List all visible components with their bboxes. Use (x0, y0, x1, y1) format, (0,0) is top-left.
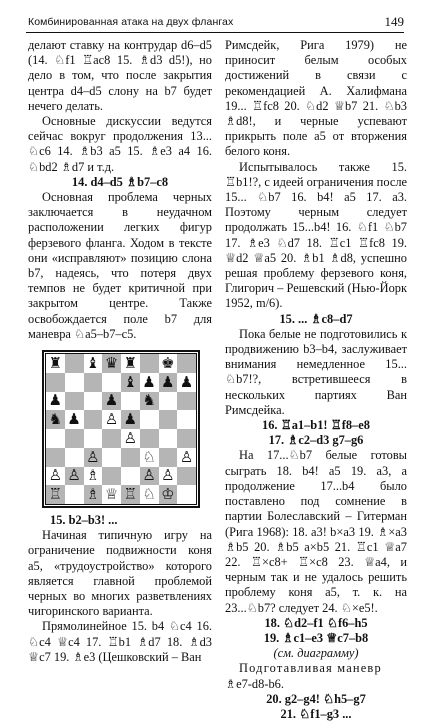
board-square (102, 485, 121, 504)
board-square (65, 392, 84, 411)
board-square (140, 429, 159, 448)
paragraph: делают ставку на контрудар d6–d5 (14. ♘f1 ♖ac8 15. ♗d3 d5!), но дело в том, что после закрытия центра d4–d5 слону на b7 будет нечего делать. (28, 38, 212, 113)
board-square (46, 354, 65, 373)
board-square (159, 392, 178, 411)
black-bishop-icon: ♝ (86, 353, 100, 372)
board-square (140, 467, 159, 486)
paragraph: Римсдейк, Рига 1979) не приносит белым особых достижений в связи с рекомендацией А. Халифмана 19... ♖fc8 20. ♘d2 ♕b7 21. ♘b3 ♗d8!, и черные успевают прикрыть поле a5 от вторжения белого коня. (225, 38, 407, 159)
board-square (65, 410, 84, 429)
board-square (177, 485, 196, 504)
move-line: 14. d4–d5 ♗b7–c8 (71, 174, 169, 189)
board-square (140, 392, 159, 411)
diagram-reference: (см. диаграмму) (273, 646, 359, 661)
black-rook-icon: ♜ (123, 353, 138, 372)
black-pawn-icon: ♟ (48, 391, 63, 410)
board-square (159, 373, 178, 392)
board-square (46, 392, 65, 411)
right-column (225, 38, 407, 722)
board-square (121, 392, 140, 411)
paragraph: Испытывалось также 15. ♖b1!?, с идеей ограничения после 15... ♘b7 16. b4! a5 17. a3. Поэтому черным следует продолжать 15...b4! 16. ♘f1 ♘b7 17. ♗e3 ♘d7 18. ♖c1 ♖fc8 19. ♕d2 ♕a5 20. ♗b1 ♗d8, успешно решая проблему ферзевого коня, Глигорич – Решевский (Нью-Йорк 1952, m/6). (225, 159, 407, 311)
white-knight-icon: ♘ (142, 447, 156, 466)
white-bishop-icon: ♗ (86, 466, 100, 485)
white-pawn-icon: ♙ (86, 447, 100, 466)
board-square (102, 429, 121, 448)
move-line: 16. ♖a1–b1! ♖f8–e8 (262, 418, 370, 433)
board-square (159, 410, 178, 429)
running-header (26, 14, 404, 33)
move-line: 18. ♘d2–f1 ♘f6–h5 (264, 615, 368, 630)
board-square (102, 373, 121, 392)
board-square (121, 485, 140, 504)
board-square (177, 410, 196, 429)
move-line: 19. ♗c1–e3 ♕c7–b8 (263, 630, 369, 645)
paragraph: На 17...♘b7 белые готовы сыграть 18. b4! a5 19. a3, а продолжение 17...b4 было поставлено под сомнение в партии Болеславский – Гитерман (Рига 1968): 18. a3! b×a3 19. ♗×a3 ♗b5 20. ♗b5 a×b5 21. ♖c1 ♕a7 22. ♖×c8+ ♖×c8 23. ♕a4, и черным так и не удалось решить проблему коня a5, т. к. на 23...♘b7? следует 24. ♘×e5!. (225, 448, 407, 615)
black-pawn-icon: ♟ (142, 372, 156, 391)
paragraph: Основная проблема черных заключается в неудачном расположении легких фигур ферзевого фланга. Ходом в тексте они «исправляют» позицию слона b7, надеясь, что потеря двух темпов не будет критичной при закрытом центре. Также освобождается поле b7 для маневра ♘a5–b7–c5. (28, 190, 212, 341)
board-square (159, 429, 178, 448)
board-square (177, 448, 196, 467)
board-square (65, 429, 84, 448)
white-pawn-icon: ♙ (67, 466, 81, 485)
board-square (121, 448, 140, 467)
board-square (177, 429, 196, 448)
white-pawn-icon: ♙ (123, 428, 138, 447)
white-rook-icon: ♖ (48, 485, 63, 504)
board-square (84, 448, 103, 467)
board-square (84, 354, 103, 373)
board-square (65, 354, 84, 373)
paragraph: Подготавливая маневр (239, 661, 382, 676)
chapter-title: Комбинированная атака на двух флангах (28, 16, 234, 28)
board-square (102, 467, 121, 486)
board-square (84, 485, 103, 504)
board-square (177, 467, 196, 486)
page-number: 149 (384, 14, 404, 29)
black-pawn-icon: ♟ (67, 410, 81, 429)
board-square (65, 448, 84, 467)
white-rook-icon: ♖ (123, 485, 138, 504)
board-square (121, 467, 140, 486)
white-queen-icon: ♕ (104, 485, 119, 504)
board-square (46, 448, 65, 467)
board-square (65, 373, 84, 392)
white-king-icon: ♔ (161, 485, 175, 504)
white-pawn-icon: ♙ (48, 466, 63, 485)
move-line: 20. g2–g4! ♘h5–g7 (266, 691, 366, 706)
board-square (177, 373, 196, 392)
paragraph: Основные дискуссии ведутся сейчас вокруг продолжения 13... ♘c6 14. ♗b3 a5 15. ♗e3 a4 16. ♘bd2 ♗d7 и т.д. (28, 114, 212, 174)
board-square (140, 448, 159, 467)
move-line: 21. ♘f1–g3 ... (280, 706, 352, 721)
black-rook-icon: ♜ (48, 353, 63, 372)
black-queen-icon: ♛ (104, 353, 119, 372)
board-square (102, 448, 121, 467)
board-square (121, 373, 140, 392)
board-square (159, 354, 178, 373)
paragraph: Начиная типичную игру на ограничение подвижности коня a5, «трудоустройство» которого является главной проблемой черных во многих разветвлениях чигоринского варианта. (28, 528, 212, 619)
board-square (102, 392, 121, 411)
board-square (46, 429, 65, 448)
chess-board (45, 353, 197, 505)
board-square (46, 485, 65, 504)
black-pawn-icon: ♟ (123, 410, 138, 429)
board-square (102, 354, 121, 373)
black-pawn-icon: ♟ (104, 391, 119, 410)
white-pawn-icon: ♙ (161, 466, 175, 485)
left-column (28, 38, 212, 665)
board-square (102, 410, 121, 429)
board-square (177, 392, 196, 411)
white-knight-icon: ♘ (142, 485, 156, 504)
black-pawn-icon: ♟ (179, 372, 194, 391)
board-square (84, 410, 103, 429)
board-square (159, 448, 178, 467)
board-square (84, 429, 103, 448)
board-square (84, 373, 103, 392)
board-square (121, 429, 140, 448)
board-square (121, 354, 140, 373)
board-square (140, 410, 159, 429)
white-pawn-icon: ♙ (142, 466, 156, 485)
move-line: 17. ♗c2–d3 g7–g6 (268, 433, 364, 448)
board-square (46, 467, 65, 486)
white-pawn-icon: ♙ (179, 447, 194, 466)
board-square (140, 373, 159, 392)
chess-diagram (42, 350, 200, 508)
move-line: 15. b2–b3! ... (50, 513, 118, 528)
black-knight-icon: ♞ (142, 391, 156, 410)
board-square (177, 354, 196, 373)
white-pawn-icon: ♙ (104, 410, 119, 429)
board-square (121, 410, 140, 429)
board-square (65, 467, 84, 486)
board-square (140, 354, 159, 373)
white-bishop-icon: ♗ (86, 485, 100, 504)
paragraph: Пока белые не подготовились к продвижению b3–b4, заслуживает внимания немедленное 15... ♘b7!?, встретившееся в нескольких партиях Ван Римсдейка. (225, 326, 407, 417)
move-line: 15. ... ♗c8–d7 (279, 311, 353, 326)
board-square (84, 392, 103, 411)
black-bishop-icon: ♝ (123, 372, 138, 391)
board-square (84, 467, 103, 486)
paragraph: ♗e7-d8-b6. (225, 676, 284, 691)
board-square (65, 485, 84, 504)
paragraph: Прямолинейное 15. b4 ♘c4 16. ♘c4 ♕c4 17. ♖b1 ♗d7 18. ♗d3 ♕c7 19. ♗e3 (Цешковский – Ван (28, 619, 212, 664)
board-square (159, 485, 178, 504)
board-square (46, 373, 65, 392)
board-square (140, 485, 159, 504)
black-pawn-icon: ♟ (161, 372, 175, 391)
black-king-icon: ♚ (161, 353, 175, 372)
board-square (159, 467, 178, 486)
board-square (46, 410, 65, 429)
black-knight-icon: ♞ (48, 410, 63, 429)
